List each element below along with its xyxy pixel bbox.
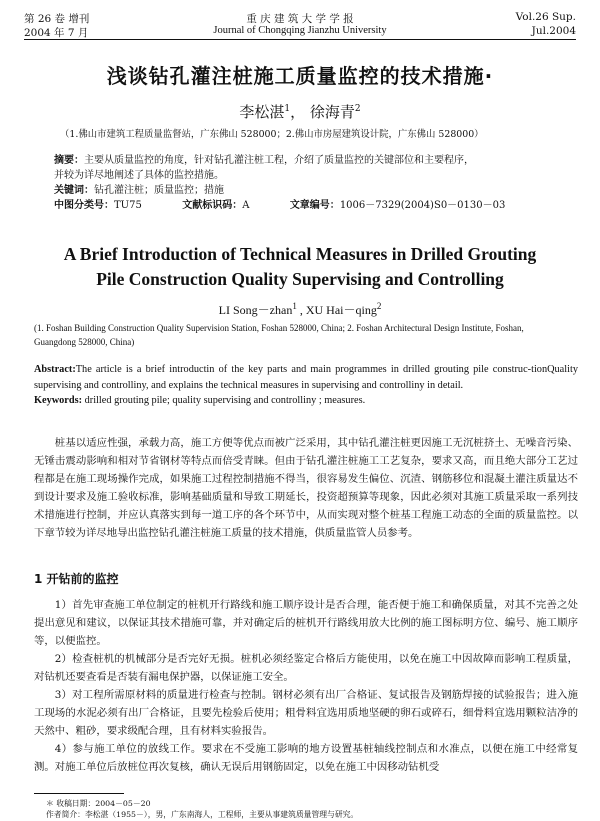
authors-en <box>0 301 600 318</box>
author-sep: ， <box>290 103 310 121</box>
doc-code: A <box>242 200 250 211</box>
authors-cn <box>0 101 600 122</box>
abstract-en-text: The article is a brief introductin of the key parts and main programmes in drilled grouting pile construc-tionQuality supervising and controlliny, and explains the technical measures in supervising and controlliny in detail. <box>34 364 578 391</box>
abstract-en-label: Abstract: <box>34 364 76 375</box>
issue-date-en: Jul.2004 <box>531 25 576 37</box>
author-2: 徐海青 <box>309 103 355 121</box>
abstract-en <box>34 362 578 409</box>
intro-paragraph: 桩基以适应性强，承载力高，施工方便等优点而被广泛采用，其中钻孔灌注桩更因施工无沉桩挤土、无噪音污染、无锤击震动影响和相对节省钢材等特点而倍受青睐。但由于钻孔灌注桩施工工艺复杂，要求又高，而且绝大部分工艺过程都是在施工现场操作完成，如果施工过程控制措施不得当，很容易发生偏位、沉渣、钢筋移位和混凝土灌注质量达不到设计要求及施工验收标准，影响基础质量和导致工期延长，投资超预算等现象，因此必须对其施工质量采取一系列技术措施进行控制，并应认真落实到每一道工序的各个环节中，从而实现对整个桩基工程施工动态的全面的质量监控。以下章节较为详尽地导出监控钻孔灌注桩施工质量的技术措施，供质量监管人员参考。 <box>34 437 578 539</box>
keywords-en: drilled grouting pile; quality supervising and controlliny ; measures. <box>82 395 366 406</box>
author-1: 李松湛 <box>239 103 285 121</box>
doc-code-label: 文献标识码： <box>182 200 243 211</box>
title-en-line-2: Pile Construction Quality Supervising and Controlling <box>96 269 504 289</box>
affiliation-cn: （1.佛山市建筑工程质量监督站，广东佛山 528000；2.佛山市房屋建筑设计院，广东佛山 528000） <box>60 129 484 140</box>
title-en <box>0 242 600 292</box>
keywords-cn: 钻孔灌注桩；质量监控；措施 <box>94 185 224 196</box>
title-en-line-1: A Brief Introduction of Technical Measures in Drilled Grouting <box>63 244 537 264</box>
footnote-received: ＊ 收稿日期：2004－05－20 <box>46 799 151 808</box>
section-1-item-2: 2）检查桩机的机械部分是否完好无损。桩机必须经鉴定合格后方能使用，以免在施工中因故障而影响工程质量，对钻机还要查看是否装有漏电保护器，以保证施工安全。 <box>34 653 578 683</box>
title-cn: 浅谈钻孔灌注桩施工质量监控的技术措施· <box>106 64 494 88</box>
clc-code: TU75 <box>114 200 142 211</box>
author-en-2: XU Hai－qing <box>305 303 377 317</box>
article-no-label: 文章编号： <box>289 200 340 211</box>
section-1-body <box>34 596 578 776</box>
header-rule <box>24 39 576 40</box>
author-en-sep: , <box>296 303 306 317</box>
section-1-item-3: 3）对工程所需原材料的质量进行检查与控制。钢材必须有出厂合格证、复试报告及钢筋焊接的试验报告；进入施工现场的水泥必须有出厂合格证，且要先检验后使用；粗骨料宜选用质地坚硬的卵石或碎石，细骨料宜选用颗粒洁净的天然中、粗砂，要求级配合理，且有材料实验报告。 <box>34 689 578 737</box>
author-2-sup: 2 <box>354 104 361 114</box>
section-1-item-1: 1）首先审查施工单位制定的桩机开行路线和施工顺序设计是否合理，能否便于施工和确保质量，对其不完善之处提出意见和建议，以保证其技术措施可靠，并对确定后的桩机开行路线用放大比例的施工图标明方位、编号、施工顺序等，以便监控。 <box>34 599 578 647</box>
section-1-heading: 1 开钻前的监控 <box>34 572 119 586</box>
article-no: 1006－7329(2004)S0－0130－03 <box>339 200 506 211</box>
author-en-2-sup: 2 <box>376 301 382 311</box>
affiliation-en <box>34 321 578 349</box>
footnote-rule <box>34 793 124 794</box>
author-en-1-sup: 1 <box>292 301 297 311</box>
volume-issue: 第 26 卷 增刊 <box>24 13 90 25</box>
affiliation-en-line-2: Guangdong 528000, China) <box>34 337 135 347</box>
author-en-1: LI Song－zhan <box>218 303 293 317</box>
journal-name-en: Journal of Chongqing Jianzhu University <box>213 25 387 36</box>
keywords-label: 关键词： <box>54 185 94 196</box>
clc-label: 中图分类号： <box>54 200 114 211</box>
classification-line <box>54 198 580 213</box>
volume-en: Vol.26 Sup. <box>515 11 576 23</box>
section-1-item-4: 4）参与施工单位的放线工作。要求在不受施工影响的地方设置基桩轴线控制点和水准点，以便在施工中经常复测。对施工单位后放桩位再次复核，确认无误后用钢筋固定，以免在施工中因移动钻机受 <box>34 743 578 773</box>
issue-date: 2004 年 7 月 <box>24 27 89 39</box>
abstract-label: 摘要： <box>54 155 84 166</box>
footnote-author: 作者简介：李松湛（1955－），男，广东南海人，工程师，主要从事建筑质量管理与研究。 <box>46 810 359 819</box>
abstract-line-1: 主要从质量监控的角度，针对钻孔灌注桩工程，介绍了质量监控的关键部位和主要程序， <box>84 155 474 166</box>
abstract-cn <box>54 153 580 213</box>
journal-name-cn: 重 庆 建 筑 大 学 学 报 <box>246 13 354 25</box>
author-1-sup: 1 <box>284 104 291 114</box>
keywords-en-label: Keywords: <box>34 395 83 406</box>
affiliation-en-line-1: (1. Foshan Building Construction Quality Supervision Station, Foshan 528000, China; 2. Foshan Architectural Design Institute, Foshan, <box>34 323 524 333</box>
abstract-line-2: 并较为详尽地阐述了具体的监控措施。 <box>54 170 224 181</box>
intro-section <box>34 434 578 542</box>
